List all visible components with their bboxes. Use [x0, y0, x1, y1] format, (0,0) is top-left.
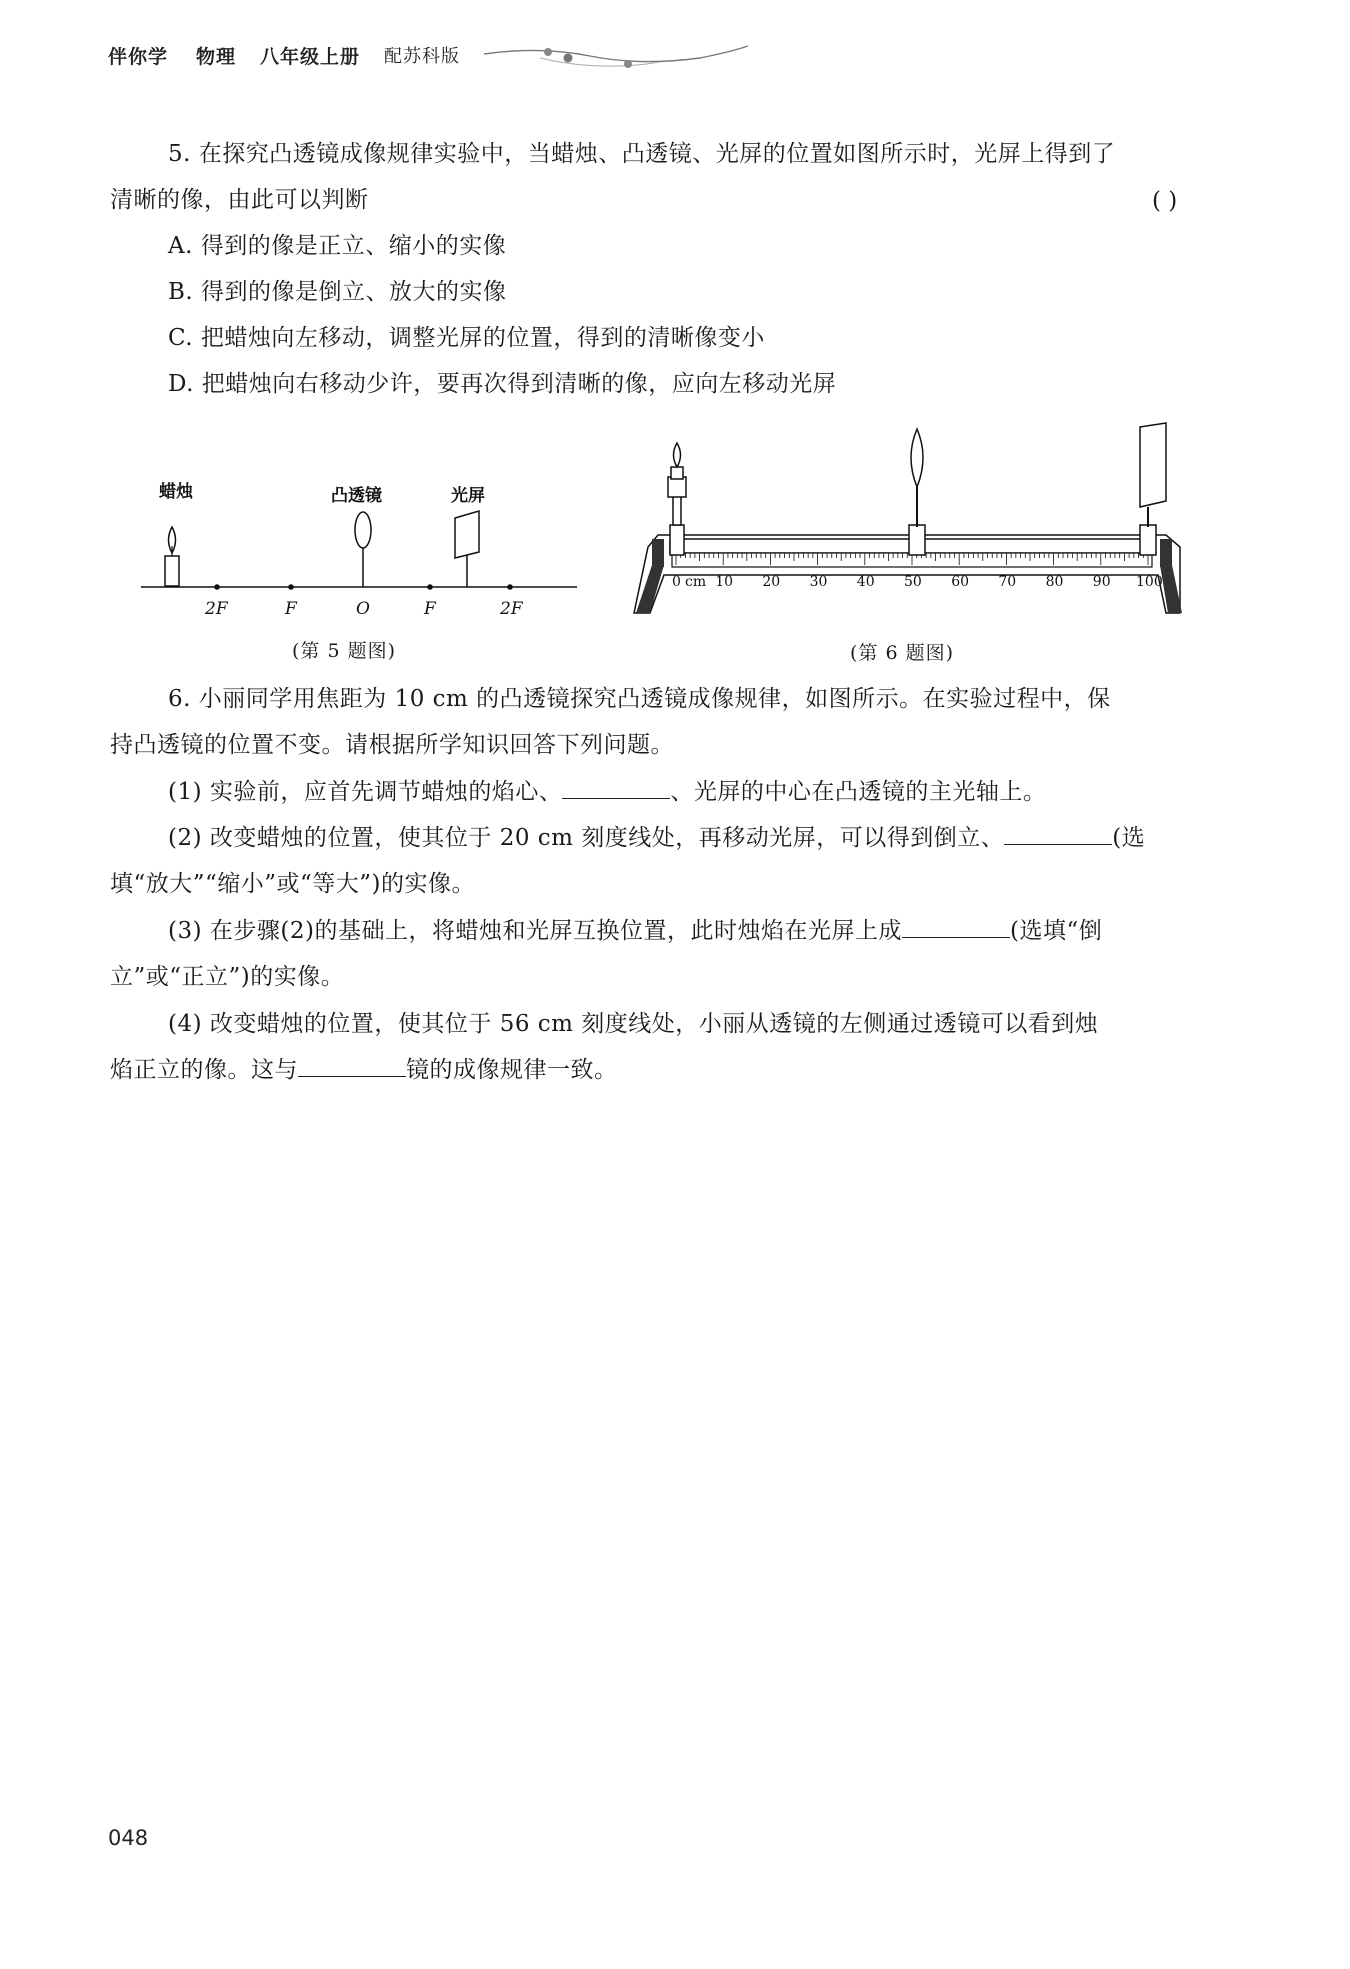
q5-option-c: C. 把蜡烛向左移动，调整光屏的位置，得到的清晰像变小: [168, 325, 765, 351]
figure-5-diagram: [135, 470, 585, 620]
answer-blank-3[interactable]: [902, 915, 1010, 938]
screen-label: 光屏: [451, 486, 485, 506]
ruler-tick-label: 40: [856, 574, 875, 590]
q6-part4-line1: (4) 改变蜡烛的位置，使其位于 56 cm 刻度线处，小丽从透镜的左侧通过透镜可以看到烛: [168, 1011, 1099, 1037]
edition-label: 配苏科版: [384, 46, 460, 67]
subject-label: 物理: [196, 46, 237, 68]
axis-label-f-right: F: [424, 599, 436, 619]
q5-answer-paren: ( ): [1152, 188, 1178, 214]
answer-blank-4[interactable]: [298, 1054, 406, 1077]
q6-part1-text-a: (1) 实验前，应首先调节蜡烛的焰心、: [168, 779, 563, 805]
lens-icon: [911, 429, 923, 487]
q5-option-a: A. 得到的像是正立、缩小的实像: [168, 233, 507, 259]
q6-part3-text-b: (选填“倒: [1009, 918, 1103, 944]
candle-icon: [165, 527, 179, 586]
q6-part2-text-b: (选: [1112, 825, 1146, 851]
grade-label: 八年级上册: [260, 46, 361, 68]
figure-6-caption: (第 6 题图): [850, 642, 954, 664]
ruler-tick-label: 20: [762, 574, 781, 590]
candle-label: 蜡烛: [159, 482, 193, 502]
ruler-tick-label: 50: [904, 574, 922, 590]
q6-part3: [168, 908, 1102, 954]
q6-stem-line2: 持凸透镜的位置不变。请根据所学知识回答下列问题。: [110, 732, 674, 758]
q6-part1-text-b: 、光屏的中心在凸透镜的主光轴上。: [670, 779, 1047, 805]
screen-icon: [1140, 423, 1166, 507]
q5-stem-line2: 清晰的像，由此可以判断: [110, 187, 369, 213]
q6-part2-text-a: (2) 改变蜡烛的位置，使其位于 20 cm 刻度线处，再移动光屏，可以得到倒立、: [168, 825, 1005, 851]
figure-5-caption: (第 5 题图): [292, 640, 396, 662]
ruler-unit: cm: [685, 574, 707, 590]
ruler-tick-label: 60: [951, 574, 970, 590]
figure-6-optical-bench: [630, 415, 1190, 625]
lens-label: 凸透镜: [331, 486, 382, 506]
q6-part1: [168, 769, 1046, 815]
q6-part3-text-a: (3) 在步骤(2)的基础上，将蜡烛和光屏互换位置，此时烛焰在光屏上成: [168, 918, 902, 944]
book-title: 伴你学: [108, 46, 169, 68]
convex-lens-icon: [355, 512, 371, 587]
page-number: 048: [108, 1826, 149, 1850]
q6-part3-line2: 立”或“正立”)的实像。: [110, 964, 345, 990]
answer-blank-2[interactable]: [1004, 822, 1112, 845]
q5-option-b: B. 得到的像是倒立、放大的实像: [168, 279, 507, 305]
candle-holder: [668, 443, 686, 555]
q5-option-d: D. 把蜡烛向右移动少许，要再次得到清晰的像，应向左移动光屏: [168, 371, 837, 397]
flame-icon: [674, 443, 681, 467]
ruler-tick-label: 30: [809, 574, 828, 590]
q6-part4-text-b: 镜的成像规律一致。: [406, 1057, 618, 1083]
ruler-tick-label: 90: [1092, 574, 1111, 590]
q5-stem-line1: 5. 在探究凸透镜成像规律实验中，当蜡烛、凸透镜、光屏的位置如图所示时，光屏上得到了: [168, 141, 1116, 167]
q6-part4-line2: [110, 1047, 618, 1093]
q6-part2-line2: 填“放大”“缩小”或“等大”)的实像。: [110, 871, 476, 897]
axis-label-2f-left: 2F: [205, 599, 228, 619]
lens-holder: [909, 429, 925, 555]
q6-part4-text-a: 焰正立的像。这与: [110, 1057, 298, 1083]
page-header: [108, 42, 748, 76]
header-decoration: [480, 42, 750, 76]
ruler-tick-label: 70: [998, 574, 1017, 590]
answer-blank-1[interactable]: [562, 776, 670, 799]
axis-label-f-left: F: [285, 599, 297, 619]
ruler-tick-label: 100: [1136, 574, 1163, 590]
ruler-tick-label: 80: [1045, 574, 1064, 590]
q6-stem-line1: 6. 小丽同学用焦距为 10 cm 的凸透镜探究凸透镜成像规律，如图所示。在实验过程中，保: [168, 686, 1111, 712]
ruler-tick-labels: [672, 574, 1163, 590]
axis-label-o: O: [356, 599, 370, 619]
ruler-tick-label: 10: [715, 574, 734, 590]
ruler-tick-label: 0: [672, 574, 681, 590]
axis-label-2f-right: 2F: [500, 599, 523, 619]
light-screen-icon: [455, 511, 479, 587]
q6-part2: [168, 815, 1145, 861]
